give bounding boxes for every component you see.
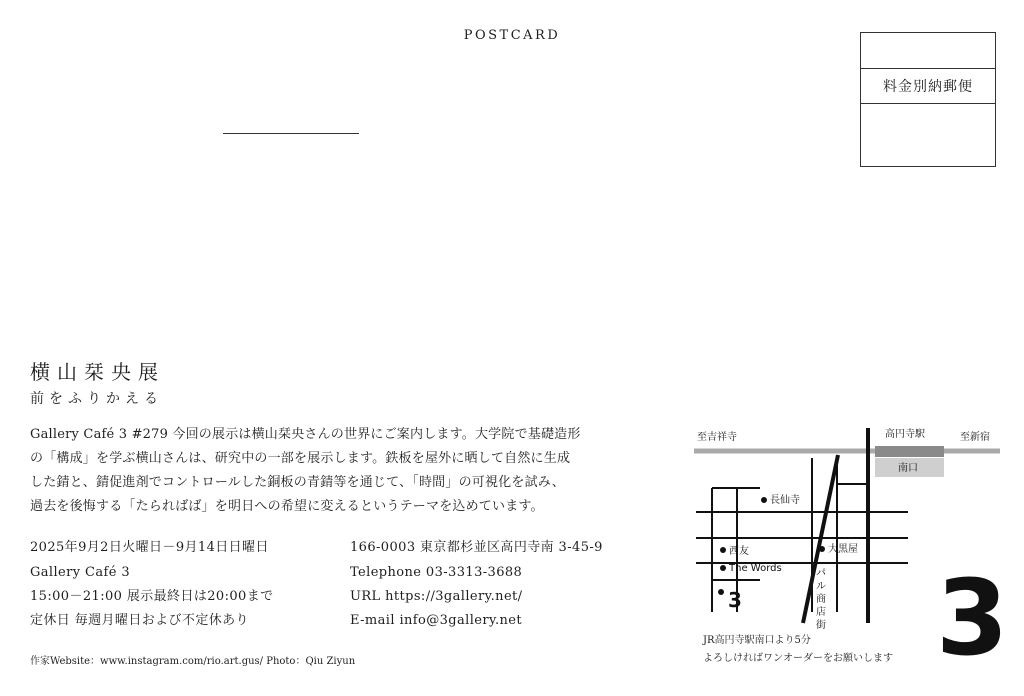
postage-stamp-box: [860, 32, 996, 167]
gallery-marker-dot: [718, 589, 724, 595]
access-note: JR高円寺駅南口より5分: [703, 635, 811, 646]
address-line: [223, 133, 359, 134]
exhibition-title: 横山栞央展: [30, 360, 165, 384]
daikokuya-marker: [819, 546, 825, 552]
nishitomo-marker: [720, 547, 726, 553]
the-words-marker: [720, 565, 726, 571]
description-line: の「構成」を学ぶ横山さんは、研究中の一部を展示します。鉄板を屋外に晒して自然に生成: [30, 451, 571, 466]
map-note: [703, 632, 893, 668]
label-the-words: The Words: [729, 563, 782, 574]
station-platform: [875, 446, 944, 457]
gallery-marker-label: 3: [728, 588, 742, 612]
label-koenji-station: 高円寺駅: [885, 429, 925, 440]
venue-name: Gallery Café 3: [30, 565, 131, 580]
order-note: よろしければワンオーダーをお願いします: [703, 653, 893, 664]
description-line: 過去を後悔する「たらればば」を明日への希望に変えるというテーマを込めています。: [30, 499, 544, 514]
email-address: E-mail info@3gallery.net: [350, 613, 523, 628]
label-pal-shotengai: [816, 568, 826, 631]
postcard-title: POSTCARD: [463, 28, 561, 43]
credits: 作家Website：www.instagram.com/rio.art.gus/ Photo：Qiu Ziyun: [30, 656, 356, 667]
label-south-exit: 南口: [898, 463, 918, 474]
exhibition-dates: 2025年9月2日火曜日－9月14日日曜日: [30, 540, 269, 555]
chosenji-marker: [761, 497, 767, 503]
svg-text:街: 街: [816, 620, 826, 631]
gallery-logo: 3: [936, 557, 1009, 679]
label-daikokuya: 大黒屋: [828, 544, 858, 555]
label-nishitomo: 西友: [729, 546, 749, 557]
telephone: Telephone 03-3313-3688: [350, 565, 523, 580]
label-to-kichijoji: 至吉祥寺: [697, 432, 737, 443]
svg-text:ル: ル: [816, 581, 826, 592]
label-to-shinjuku: 至新宿: [960, 432, 990, 443]
postal-address: 166-0003 東京都杉並区高円寺南 3-45-9: [350, 540, 603, 555]
svg-text:商: 商: [816, 594, 826, 605]
closed-days: 定休日 毎週月曜日および不定休あり: [30, 613, 249, 628]
label-chosenji: 長仙寺: [770, 495, 800, 506]
svg-text:店: 店: [816, 607, 826, 618]
website-url: URL https://3gallery.net/: [350, 589, 523, 604]
description-line: Gallery Café 3 #279 今回の展示は横山栞央さんの世界にご案内します。大学院で基礎造形: [30, 427, 581, 442]
exhibition-subtitle: 前をふりかえる: [30, 391, 163, 407]
description-line: した錆と、錆促進剤でコントロールした銅板の青錆等を通じて、「時間」の可視化を試み、: [30, 475, 565, 490]
opening-hours: 15:00－21:00 展示最終日は20:00まで: [30, 589, 274, 604]
svg-text:パ: パ: [816, 568, 826, 579]
postage-paid-label: 料金別納郵便: [861, 68, 995, 104]
